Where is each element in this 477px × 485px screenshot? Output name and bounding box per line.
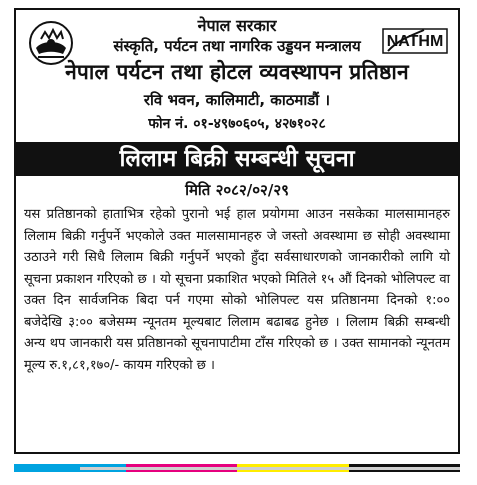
academy-phone: फोन नं. ०१-४९७०६०५, ४२७१०२८ xyxy=(148,116,326,132)
notice-frame xyxy=(14,8,460,454)
academy-address: रवि भवन, कालिमाटी, काठमाडौं । xyxy=(143,91,331,109)
notice-date: मिति २०८२/०२/२९ xyxy=(185,181,289,199)
ministry-name: संस्कृति, पर्यटन तथा नागरिक उड्डयन मन्त्रालय xyxy=(113,37,361,55)
nathm-logo-icon xyxy=(380,22,450,60)
notice-header xyxy=(16,10,458,142)
svg-text:NATHM: NATHM xyxy=(386,33,444,50)
notice-body: यस प्रतिष्ठानको हाताभित्र रहेको पुरानो भई हाल प्रयोगमा आउन नसकेका मालसामानहरु लिलाम बिक्री गर्नुपर्ने भएकोले उक्त मालसामानहरु जे जस्तो अवस्थामा छ सोही अवस्थामा उठाउने गरी सिधै लिलाम बिक्री गर्नुपर्ने भएको हुँदा सर्वसाधारणको जानकारीको लागि यो सूचना प्रकाशन गरिएको छ । यो सूचना प्रकाशित भएको मितिले १५ औं दिनको भोलिपल्ट वा उक्त दिन सार्वजनिक बिदा पर्न गएमा सोको भोलिपल्ट यस प्रतिष्ठानमा दिनको १:०० बजेदेखि ३:०० बजेसम्म न्यूनतम मूल्यबाट लिलाम बढाबढ हुनेछ । लिलाम बिक्री सम्बन्धी अन्य थप जानकारी यस प्रतिष्ठानको सूचनापाटीमा टाँस गरिएको छ । उक्त सामानको न्यूनतम मूल्य रु.१,८१,१७०/- कायम गरिएको छ । xyxy=(24,207,450,373)
government-name: नेपाल सरकार xyxy=(197,16,277,35)
notice-title-banner: लिलाम बिक्री सम्बन्धी सूचना xyxy=(16,142,458,176)
bottom-divider xyxy=(80,467,460,470)
academy-name: नेपाल पर्यटन तथा होटल व्यवस्थापन प्रतिष्ठान xyxy=(65,60,409,84)
